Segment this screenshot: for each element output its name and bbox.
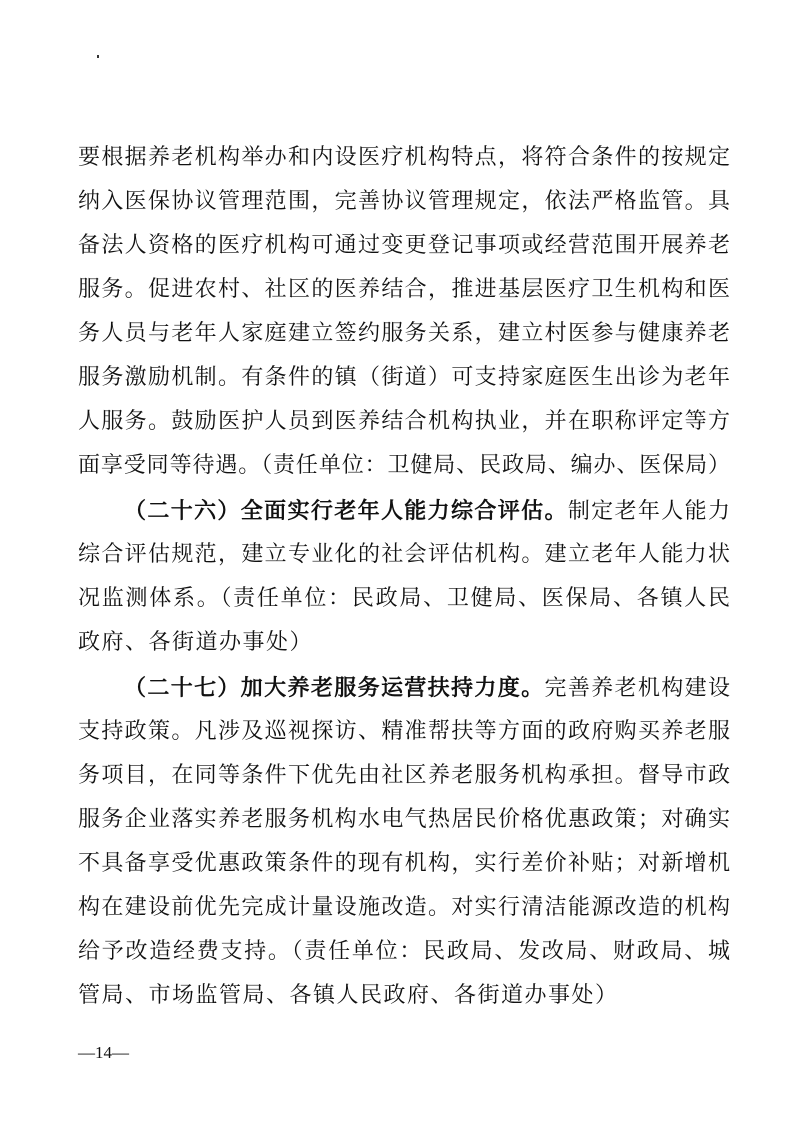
text-line: 政府、各街道办事处）	[78, 630, 314, 655]
text-line: 支持政策。凡涉及巡视探访、精准帮扶等方面的政府购买养老服	[78, 719, 730, 744]
text-line: 服务激励机制。有条件的镇（街道）可支持家庭医生出诊为老年	[78, 365, 730, 390]
text-line: 服务。促进农村、社区的医养结合，推进基层医疗卫生机构和医	[78, 277, 730, 302]
text-line: 不具备享受优惠政策条件的现有机构，实行差价补贴；对新增机	[78, 851, 730, 876]
text-line: 综合评估规范，建立专业化的社会评估机构。建立老年人能力状	[78, 542, 730, 567]
text-line: 务人员与老年人家庭建立签约服务关系，建立村医参与健康养老	[78, 321, 730, 346]
text-line: 务项目，在同等条件下优先由社区养老服务机构承担。督导市政	[78, 763, 730, 788]
text-line: 构在建设前优先完成计量设施改造。对实行清洁能源改造的机构	[78, 895, 730, 920]
section-heading: （二十七）加大养老服务运营扶持力度。	[124, 675, 545, 701]
scan-speck	[97, 55, 99, 58]
section-first-line	[124, 497, 730, 525]
section-heading: （二十六）全面实行老年人能力综合评估。	[124, 498, 568, 524]
text-line: 管局、市场监管局、各镇人民政府、各街道办事处）	[78, 983, 619, 1008]
text-span: 制定老年人能力	[567, 499, 730, 524]
text-line: 要根据养老机构举办和内设医疗机构特点，将符合条件的按规定	[78, 145, 730, 170]
section-first-line	[124, 674, 730, 702]
text-span: 完善养老机构建设	[544, 676, 730, 701]
text-line: 备法人资格的医疗机构可通过变更登记事项或经营范围开展养老	[78, 233, 730, 258]
text-line: 况监测体系。（责任单位：民政局、卫健局、医保局、各镇人民	[78, 586, 730, 611]
page-number: —14—	[78, 1043, 129, 1062]
text-line: 服务企业落实养老服务机构水电气热居民价格优惠政策；对确实	[78, 807, 730, 832]
text-line: 纳入医保协议管理范围，完善协议管理规定，依法严格监管。具	[78, 189, 730, 214]
text-line: 面享受同等待遇。（责任单位：卫健局、民政局、编办、医保局）	[78, 453, 730, 478]
text-line: 给予改造经费支持。（责任单位：民政局、发改局、财政局、城	[78, 939, 730, 964]
text-line: 人服务。鼓励医护人员到医养结合机构执业，并在职称评定等方	[78, 409, 730, 434]
